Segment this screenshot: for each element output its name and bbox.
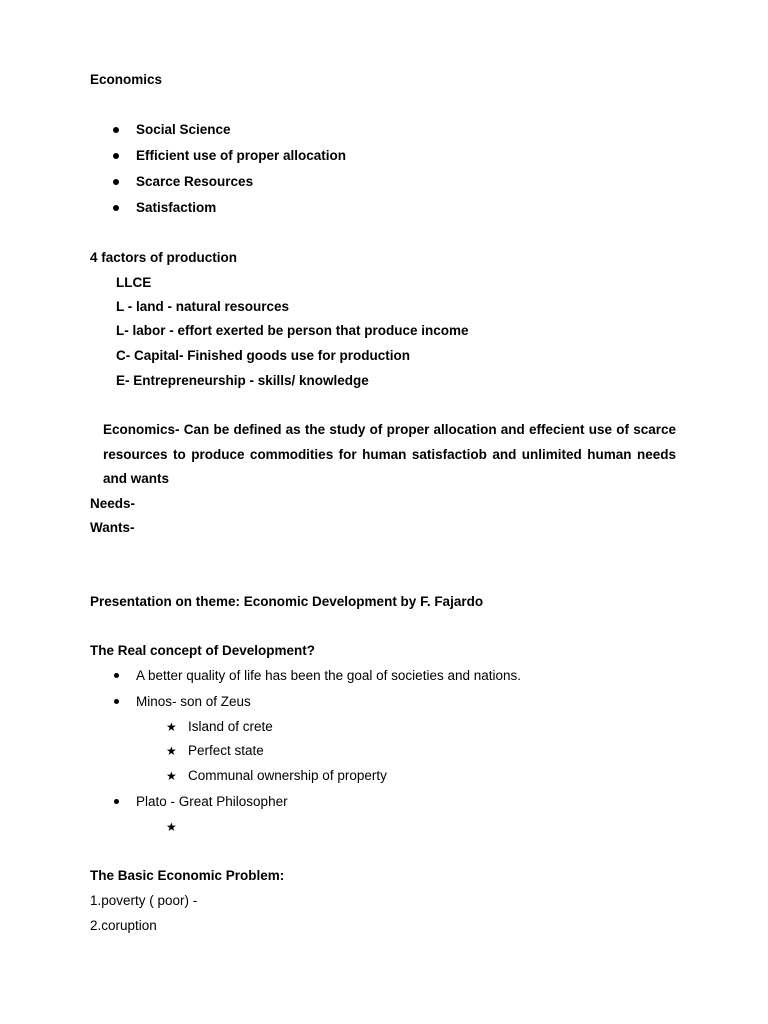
bullet-dot-icon bbox=[114, 673, 119, 678]
basic-problem-title: The Basic Economic Problem: bbox=[90, 868, 285, 883]
star-bullet-icon: ★ bbox=[166, 769, 177, 783]
wants-label: Wants- bbox=[90, 520, 135, 535]
bullet-dot-icon bbox=[113, 179, 119, 185]
list-item: Efficient use of proper allocation bbox=[136, 148, 347, 163]
factor-item-land: L - land - natural resources bbox=[116, 299, 290, 314]
bullet-dot-icon bbox=[113, 153, 119, 159]
star-bullet-icon: ★ bbox=[166, 820, 177, 834]
bullet-dot-icon bbox=[114, 799, 119, 804]
list-item: Social Science bbox=[136, 122, 231, 137]
bullet-dot-icon bbox=[114, 699, 119, 704]
problem-item: 2.coruption bbox=[90, 918, 157, 933]
sub-list-item: Island of crete bbox=[188, 719, 273, 734]
list-item: Scarce Resources bbox=[136, 174, 254, 189]
sub-list-item: Communal ownership of property bbox=[188, 768, 387, 783]
list-item: Minos- son of Zeus bbox=[136, 694, 251, 709]
bullet-dot-icon bbox=[113, 127, 119, 133]
problem-item: 1.poverty ( poor) - bbox=[90, 893, 198, 908]
real-concept-title: The Real concept of Development? bbox=[90, 643, 316, 658]
list-item: Plato - Great Philosopher bbox=[136, 794, 288, 809]
sub-list-item: Perfect state bbox=[188, 743, 264, 758]
bullet-dot-icon bbox=[113, 205, 119, 211]
page-heading: Economics bbox=[90, 72, 163, 87]
factors-acronym: LLCE bbox=[116, 275, 152, 290]
list-item: Satisfactiom bbox=[136, 200, 217, 215]
list-item: A better quality of life has been the goal of societies and nations. bbox=[136, 668, 522, 683]
presentation-title: Presentation on theme: Economic Development by F. Fajardo bbox=[90, 594, 484, 609]
star-bullet-icon: ★ bbox=[166, 720, 177, 734]
factors-title: 4 factors of production bbox=[90, 250, 238, 265]
definition-paragraph: Economics- Can be defined as the study of proper allocation and effecient use of scarce resources to produce commodities for human satisfactiob and unlimited human needs and wants bbox=[103, 422, 676, 486]
factor-item-entrepreneurship: E- Entrepreneurship - skills/ knowledge bbox=[116, 373, 369, 388]
factor-item-labor: L- labor - effort exerted be person that produce income bbox=[116, 323, 469, 338]
factor-item-capital: C- Capital- Finished goods use for production bbox=[116, 348, 410, 363]
needs-label: Needs- bbox=[90, 496, 136, 511]
star-bullet-icon: ★ bbox=[166, 744, 177, 758]
